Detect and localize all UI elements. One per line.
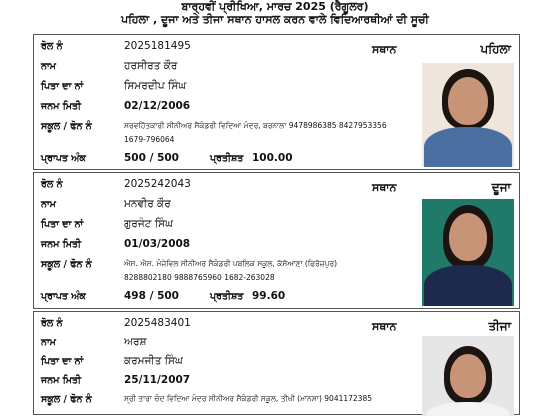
name-value: ਹਰਸੀਰਤ ਕੌਰ [124,60,178,72]
school-line1-value: ਸ੍ਰੀ ਤਾਰਾ ਚੰਦ ਵਿਦਿਆ ਮੰਦਰ ਸੀਨੀਅਰ ਸੈਕੰਡਰੀ ਸਕੂਲ, ਤੀਖੀ (ਮਾਨਸਾ) 9041172385 [124,394,373,403]
school-line1-value: ਸਰਵਹਿੱਤਕਾਰੀ ਸੀਨੀਅਰ ਸੈਕੰਡਰੀ ਵਿਦਿਆ ਮੰਦਰ, ਬਰਨਾਲਾ 9478986385 8427953356 [124,121,387,130]
name-label: ਨਾਮ [41,61,56,72]
percentage-label: ਪ੍ਰਤੀਸ਼ਤ [210,153,244,164]
father-name-label: ਪਿਤਾ ਦਾ ਨਾਂ [41,219,84,230]
rank-value: ਤੀਜਾ [488,319,511,333]
name-label: ਨਾਮ [41,199,56,210]
school-phone-label: ਸਕੂਲ / ਫੋਨ ਨੰ [41,394,92,405]
percentage-label: ਪ੍ਰਤੀਸ਼ਤ [210,291,244,302]
father-name-value: ਕਰਮਜੀਤ ਸਿੰਘ [124,355,183,367]
father-name-label: ਪਿਤਾ ਦਾ ਨਾਂ [41,356,84,367]
school-line2-value: 8288802180 9888765960 1682-263028 [124,273,275,282]
document-subtitle: ਪਹਿਲਾ , ਦੂਜਾ ਅਤੇ ਤੀਜਾ ਸਥਾਨ ਹਾਸਲ ਕਰਨ ਵਾਲੇ ਵਿਦਿਆਰਥੀਆਂ ਦੀ ਸੂਚੀ [121,13,429,26]
father-name-value: ਗੁਰਜੰਟ ਸਿੰਘ [124,218,173,230]
dob-label: ਜਨਮ ਮਿਤੀ [41,375,81,386]
father-name-label: ਪਿਤਾ ਦਾ ਨਾਂ [41,81,84,92]
roll-no-value: 2025483401 [124,317,191,329]
marks-value: 500 / 500 [124,152,179,164]
dob-value: 02/12/2006 [124,100,191,112]
marks-label: ਪ੍ਰਾਪਤ ਅੰਕ [41,291,86,302]
student-card-third [33,311,520,415]
school-phone-label: ਸਕੂਲ / ਫੋਨ ਨੰ [41,259,92,270]
rank-value: ਦੂਜਾ [491,180,511,194]
student-photo [422,199,514,306]
school-phone-label: ਸਕੂਲ / ਫੋਨ ਨੰ [41,121,92,132]
name-value: ਅਰਸ਼ [124,336,147,348]
student-card-second [33,172,520,309]
percentage-value: 99.60 [252,290,286,302]
document-title: ਬਾਰ੍ਹਵੀਂ ਪ੍ਰੀਖਿਆ, ਮਾਰਚ 2025 (ਰੈਗੂਲਰ) [181,0,369,13]
marks-label: ਪ੍ਰਾਪਤ ਅੰਕ [41,153,86,164]
school-line1-value: ਐਸ. ਐਸ. ਮੰਜੇਵਿਲ ਸੀਨੀਅਰ ਸੈਕੰਡਰੀ ਪਬਲਿਕ ਸਕੂਲ, ਕੱਸੋਆਣਾ (ਫਿਰੋਜ਼ਪੁਰ) [124,259,338,268]
school-line2-value: 1679-796064 [124,135,175,144]
dob-label: ਜਨਮ ਮਿਤੀ [41,101,81,112]
position-label: ਸਥਾਨ [372,181,397,194]
roll-no-label: ਰੋਲ ਨੰ [41,41,63,52]
roll-no-label: ਰੋਲ ਨੰ [41,318,63,329]
student-photo [422,336,514,416]
position-label: ਸਥਾਨ [372,320,397,333]
marks-value: 498 / 500 [124,290,179,302]
percentage-value: 100.00 [252,152,293,164]
name-label: ਨਾਮ [41,337,56,348]
dob-value: 01/03/2008 [124,238,191,250]
rank-value: ਪਹਿਲਾ [480,42,511,56]
dob-value: 25/11/2007 [124,374,191,386]
student-photo [422,63,514,167]
student-card-first [33,34,520,170]
roll-no-value: 2025181495 [124,40,191,52]
dob-label: ਜਨਮ ਮਿਤੀ [41,239,81,250]
father-name-value: ਸਿਮਰਦੀਪ ਸਿੰਘ [124,80,187,92]
position-label: ਸਥਾਨ [372,43,397,56]
name-value: ਮਨਵੀਰ ਕੌਰ [124,198,171,210]
roll-no-value: 2025242043 [124,178,191,190]
roll-no-label: ਰੋਲ ਨੰ [41,179,63,190]
